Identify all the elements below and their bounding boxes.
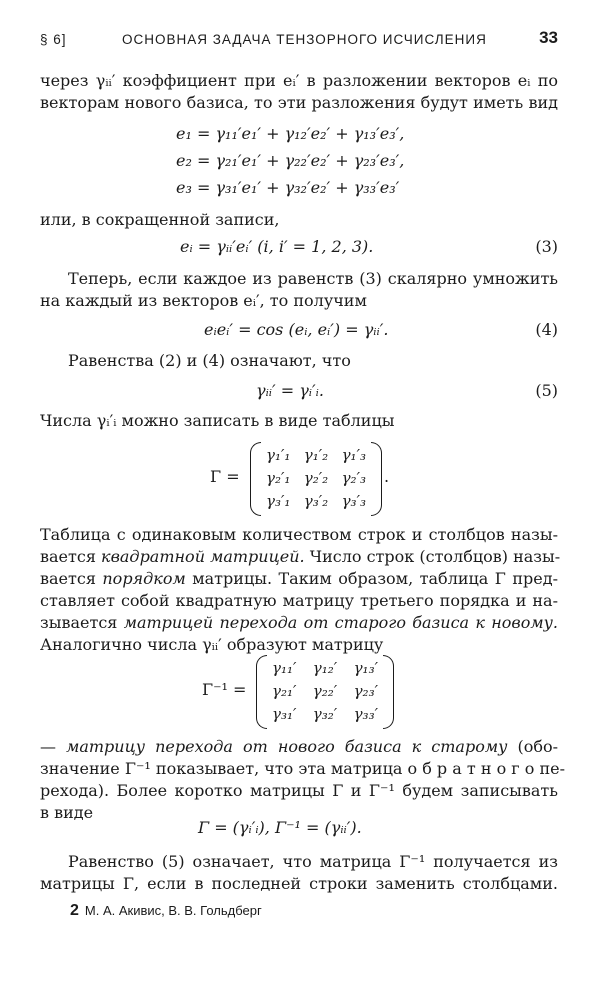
matrix-gamma [250, 442, 382, 514]
paragraph-line: Равенства (2) и (4) означают, что [68, 351, 351, 370]
paragraph-line: вается квадратной матрицей. Число строк (столбцов) назы- [40, 547, 561, 566]
paragraph-line: Числа γᵢ′ᵢ можно записать в виде таблицы [40, 411, 395, 430]
equation-3: eᵢ = γᵢᵢ′eᵢ′ (i, i′ = 1, 2, 3). [180, 237, 374, 256]
matrix-cell: γ₃₃′ [353, 705, 378, 723]
equation-row: e₁ = γ₁₁′e₁′ + γ₁₂′e₂′ + γ₁₃′e₃′, [176, 124, 405, 143]
equation-short-form: Γ = (γᵢ′ᵢ), Γ⁻¹ = (γᵢᵢ′). [198, 818, 362, 837]
matrix-cell: γ₃′₁ [266, 492, 291, 510]
matrix-row [266, 467, 366, 489]
matrix-cell: γ₁₃′ [353, 659, 378, 677]
matrix-period: . [384, 467, 390, 486]
equation-number: (5) [535, 381, 558, 400]
paragraph-line: Равенство (5) означает, что матрица Γ⁻¹ получается из [68, 852, 558, 871]
paragraph-line: Аналогично числа γᵢᵢ′ образуют матрицу [40, 635, 384, 654]
paragraph-line: на каждый из векторов eᵢ′, то получим [40, 291, 367, 310]
paragraph-line: вается порядком матрицы. Таким образом, таблица Γ пред- [40, 569, 558, 588]
term-inverse-transition: матрицу перехода от нового базиса к старому [66, 737, 508, 756]
matrix-cell: γ₂₁′ [272, 682, 297, 700]
right-parenthesis [371, 442, 382, 516]
matrix-row [266, 444, 366, 466]
matrix-cell: γ₃′₂ [303, 492, 329, 510]
equation-row: e₂ = γ₂₁′e₁′ + γ₂₂′e₂′ + γ₂₃′e₃′, [176, 151, 405, 170]
paragraph-line: или, в сокращенной записи, [40, 210, 280, 229]
paragraph-line: Таблица с одинаковым количеством строк и столбцов назы- [40, 525, 558, 544]
equation-5: γᵢᵢ′ = γᵢ′ᵢ. [256, 381, 324, 400]
paragraph-line: — матрицу перехода от нового базиса к старому (обо- [40, 737, 559, 756]
signature-number: 2 [70, 902, 79, 919]
matrix-row [272, 680, 378, 702]
matrix-cell: γ₂₃′ [353, 682, 378, 700]
authors: М. А. Акивис, В. В. Гольдберг [84, 903, 262, 918]
matrix-cell: γ₃′₃ [341, 492, 366, 510]
signature-footer [70, 902, 262, 920]
equation-row: e₃ = γ₃₁′e₁′ + γ₃₂′e₂′ + γ₃₃′e₃′ [176, 178, 400, 197]
right-parenthesis [383, 655, 394, 729]
left-parenthesis [250, 442, 261, 516]
paragraph-line: через γᵢᵢ′ коэффициент при eᵢ′ в разложении векторов eᵢ по [40, 71, 558, 90]
paragraph-line: ставляет собой квадратную матрицу третьего порядка и на- [40, 591, 558, 610]
term-transition-matrix: матрицей перехода от старого базиса к новому. [123, 613, 558, 632]
matrix-gamma-inverse [256, 655, 394, 727]
paragraph-line: в виде [40, 803, 94, 822]
paragraph-line: Теперь, если каждое из равенств (3) скалярно умножить [68, 269, 558, 288]
matrix-cell: γ₁′₃ [341, 446, 366, 464]
matrix-cell: γ₂′₂ [303, 469, 329, 487]
matrix-cell: γ₂′₁ [266, 469, 291, 487]
page-number: 33 [539, 28, 558, 47]
left-parenthesis [256, 655, 267, 729]
matrix-lhs: Γ⁻¹ = [202, 680, 247, 699]
term-order: порядком [102, 569, 186, 588]
matrix-lhs: Γ = [210, 467, 240, 486]
matrix-cell: γ₁′₁ [266, 446, 291, 464]
matrix-row [272, 657, 378, 679]
paragraph-line: значение Γ⁻¹ показывает, что эта матрица о б р а т н о г о пе- [40, 759, 566, 778]
paragraph-line: векторам нового базиса, то эти разложения будут иметь вид [40, 93, 558, 112]
matrix-cell: γ₃₂′ [312, 705, 338, 723]
matrix-cell: γ₁₁′ [272, 659, 297, 677]
equation-4: eᵢeᵢ′ = cos (eᵢ, eᵢ′) = γᵢᵢ′. [204, 320, 389, 339]
matrix-row [272, 703, 378, 725]
matrix-row [266, 490, 366, 512]
paragraph-line: матрицы Γ, если в последней строки заменить столбцами. [40, 874, 558, 893]
section-marker: § 6] [40, 32, 67, 47]
matrix-cell: γ₁′₂ [303, 446, 329, 464]
matrix-cell: γ₃₁′ [272, 705, 297, 723]
equation-number: (4) [535, 320, 558, 339]
paragraph-line: зывается матрицей перехода от старого базиса к новому. [40, 613, 558, 632]
chapter-title: ОСНОВНАЯ ЗАДАЧА ТЕНЗОРНОГО ИСЧИСЛЕНИЯ [122, 32, 487, 47]
term-square-matrix: квадратной матрицей. [101, 547, 305, 566]
matrix-cell: γ₂₂′ [312, 682, 338, 700]
paragraph-line: рехода). Более коротко матрицы Γ и Γ⁻¹ будем записывать [40, 781, 558, 800]
equation-number: (3) [535, 237, 558, 256]
matrix-cell: γ₁₂′ [312, 659, 338, 677]
matrix-cell: γ₂′₃ [341, 469, 366, 487]
running-header [40, 30, 558, 52]
